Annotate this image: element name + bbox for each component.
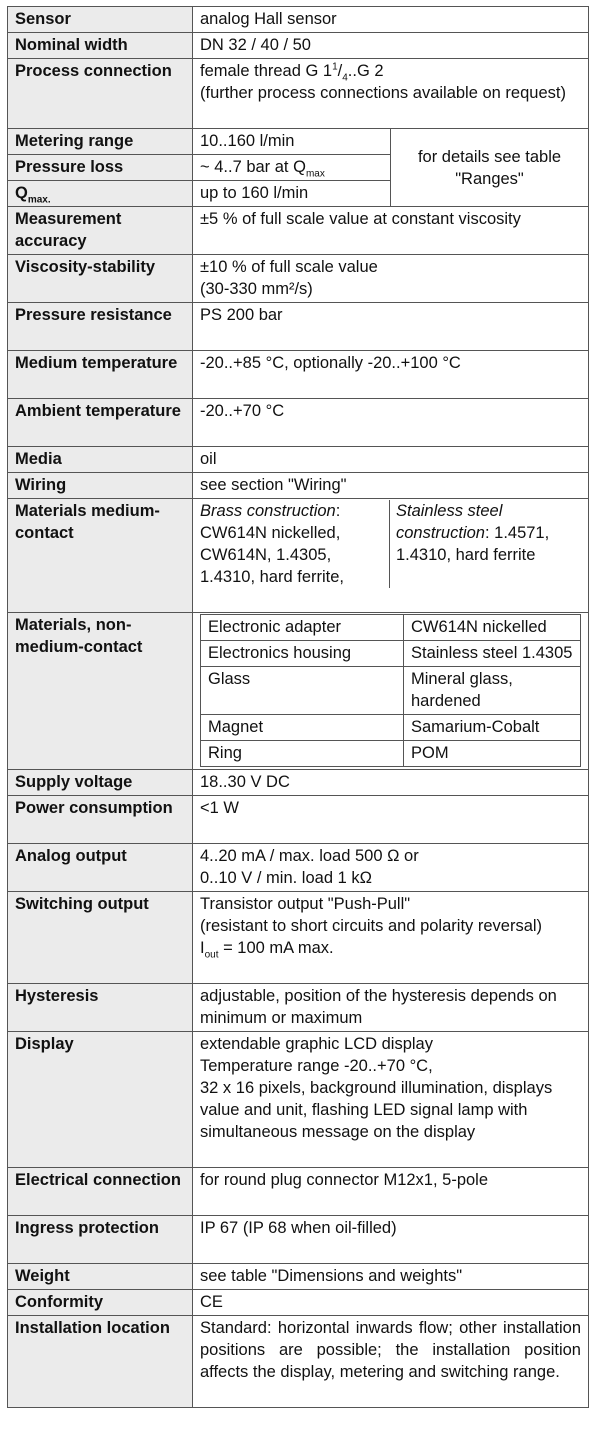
row-label: Measurement accuracy: [8, 207, 193, 255]
row-value: [193, 1032, 589, 1168]
row-value: -20..+85 °C, optionally -20..+100 °C: [193, 351, 589, 399]
display-line-3: 32 x 16 pixels, background illumination, displays value and unit, flashing LED signal lamp with simultaneous message on the display: [200, 1079, 553, 1141]
table-row: [8, 1032, 589, 1168]
list-item: [201, 641, 581, 667]
row-value: [193, 844, 589, 892]
row-label: Installation location: [8, 1316, 193, 1408]
part-material: CW614N nickelled: [404, 615, 581, 641]
brass-construction: [200, 500, 385, 588]
row-value: <1 W: [193, 796, 589, 844]
row-value: analog Hall sensor: [193, 7, 589, 33]
part-name: Magnet: [201, 715, 404, 741]
table-row: [8, 447, 589, 473]
part-name: Electronics housing: [201, 641, 404, 667]
row-label: Supply voltage: [8, 770, 193, 796]
steel-construction: [389, 500, 581, 588]
steel-materials: : 1.4571, 1.4310, hard ferrite: [396, 524, 550, 564]
list-item: [201, 615, 581, 641]
materials-contact-columns: [200, 500, 581, 588]
switching-line-1: Transistor output "Push-Pull": [200, 895, 411, 913]
row-value: 18..30 V DC: [193, 770, 589, 796]
row-value: ±5 % of full scale value at constant viscosity: [193, 207, 589, 255]
part-material: Stainless steel 1.4305: [404, 641, 581, 667]
row-label: Media: [8, 447, 193, 473]
row-value: see section "Wiring": [193, 473, 589, 499]
list-item: [201, 741, 581, 767]
table-row: [8, 7, 589, 33]
table-row: [8, 303, 589, 351]
brass-title: Brass construction: [200, 502, 336, 520]
row-label: Metering range: [8, 129, 193, 155]
row-value: for round plug connector M12x1, 5-pole: [193, 1168, 589, 1216]
part-material: Mineral glass, hardened: [404, 667, 581, 715]
part-name: Electronic adapter: [201, 615, 404, 641]
row-value: 10..160 l/min: [193, 129, 391, 155]
display-line-2: Temperature range -20..+70 °C,: [200, 1057, 433, 1075]
row-label: Pressure resistance: [8, 303, 193, 351]
iout-value: = 100 mA max.: [218, 939, 334, 957]
table-row: [8, 59, 589, 129]
row-label: Pressure loss: [8, 155, 193, 181]
viscosity-line-1: ±10 % of full scale value: [200, 258, 378, 276]
part-name: Ring: [201, 741, 404, 767]
table-row: [8, 129, 589, 155]
part-material: POM: [404, 741, 581, 767]
row-value: adjustable, position of the hysteresis depends on minimum or maximum: [193, 984, 589, 1032]
process-text: female thread G 1: [200, 62, 333, 80]
ranges-note: for details see table "Ranges": [391, 129, 589, 207]
display-line-1: extendable graphic LCD display: [200, 1035, 433, 1053]
table-row: [8, 984, 589, 1032]
table-row: [8, 1168, 589, 1216]
row-label: Viscosity-stability: [8, 255, 193, 303]
row-value: DN 32 / 40 / 50: [193, 33, 589, 59]
table-row: [8, 1216, 589, 1264]
table-row: [8, 796, 589, 844]
table-row: [8, 844, 589, 892]
row-value: CE: [193, 1290, 589, 1316]
qmax-label: Q: [15, 184, 28, 202]
row-value: oil: [193, 447, 589, 473]
part-material: Samarium-Cobalt: [404, 715, 581, 741]
table-row: [8, 399, 589, 447]
list-item: [201, 667, 581, 715]
table-row: [8, 255, 589, 303]
row-label: Switching output: [8, 892, 193, 984]
row-label: Weight: [8, 1264, 193, 1290]
row-value: [193, 59, 589, 129]
spec-table: [7, 6, 589, 1408]
table-row: [8, 351, 589, 399]
table-row: [8, 1290, 589, 1316]
row-value: [193, 155, 391, 181]
table-row: [8, 207, 589, 255]
iout-symbol: I: [200, 939, 205, 957]
switching-line-2: (resistant to short circuits and polarity reversal): [200, 917, 543, 935]
table-row: [8, 892, 589, 984]
subscript: max.: [27, 194, 51, 206]
fraction-numerator: 1: [332, 61, 338, 73]
process-note: (further process connections available on request): [200, 84, 566, 102]
row-label: Electrical connection: [8, 1168, 193, 1216]
table-row: [8, 1316, 589, 1408]
subscript: max: [305, 168, 325, 180]
steel-title: Stainless steel construction: [396, 502, 503, 542]
brass-materials: : CW614N nickelled, CW614N, 1.4305, 1.4310, hard ferrite,: [200, 502, 345, 586]
row-label: Medium temperature: [8, 351, 193, 399]
row-value: [193, 613, 589, 770]
row-value: [193, 499, 589, 613]
analog-line-1: 4..20 mA / max. load 500 Ω or: [200, 847, 419, 865]
list-item: [201, 715, 581, 741]
table-row: [8, 33, 589, 59]
row-value: [193, 255, 589, 303]
row-label: [8, 181, 193, 207]
row-value: see table "Dimensions and weights": [193, 1264, 589, 1290]
row-label: Analog output: [8, 844, 193, 892]
row-label: Ambient temperature: [8, 399, 193, 447]
process-text-end: ..G 2: [347, 62, 384, 80]
row-label: Nominal width: [8, 33, 193, 59]
row-value: up to 160 l/min: [193, 181, 391, 207]
table-row: [8, 1264, 589, 1290]
row-label: Power consumption: [8, 796, 193, 844]
viscosity-line-2: (30-330 mm²/s): [200, 280, 313, 298]
fraction-slash: /: [337, 62, 343, 80]
row-label: Process connection: [8, 59, 193, 129]
table-row: [8, 499, 589, 613]
row-label: Materials, non-medium-contact: [8, 613, 193, 770]
row-value: IP 67 (IP 68 when oil-filled): [193, 1216, 589, 1264]
table-row: [8, 613, 589, 770]
row-value: PS 200 bar: [193, 303, 589, 351]
fraction-denominator: 4: [342, 72, 348, 84]
table-row: [8, 770, 589, 796]
pressure-loss-text: ~ 4..7 bar at Q: [200, 158, 306, 176]
non-contact-materials-list: [200, 614, 581, 767]
row-value: -20..+70 °C: [193, 399, 589, 447]
row-value: Standard: horizontal inwards flow; other installation positions are possible; the installation position affects the display, metering and switching range.: [193, 1316, 589, 1408]
row-label: Conformity: [8, 1290, 193, 1316]
row-label: Sensor: [8, 7, 193, 33]
row-label: Materials medium-contact: [8, 499, 193, 613]
subscript: out: [204, 949, 219, 961]
row-label: Wiring: [8, 473, 193, 499]
analog-line-2: 0..10 V / min. load 1 kΩ: [200, 869, 372, 887]
row-label: Ingress protection: [8, 1216, 193, 1264]
row-label: Hysteresis: [8, 984, 193, 1032]
part-name: Glass: [201, 667, 404, 715]
row-value: [193, 892, 589, 984]
row-label: Display: [8, 1032, 193, 1168]
table-row: [8, 473, 589, 499]
